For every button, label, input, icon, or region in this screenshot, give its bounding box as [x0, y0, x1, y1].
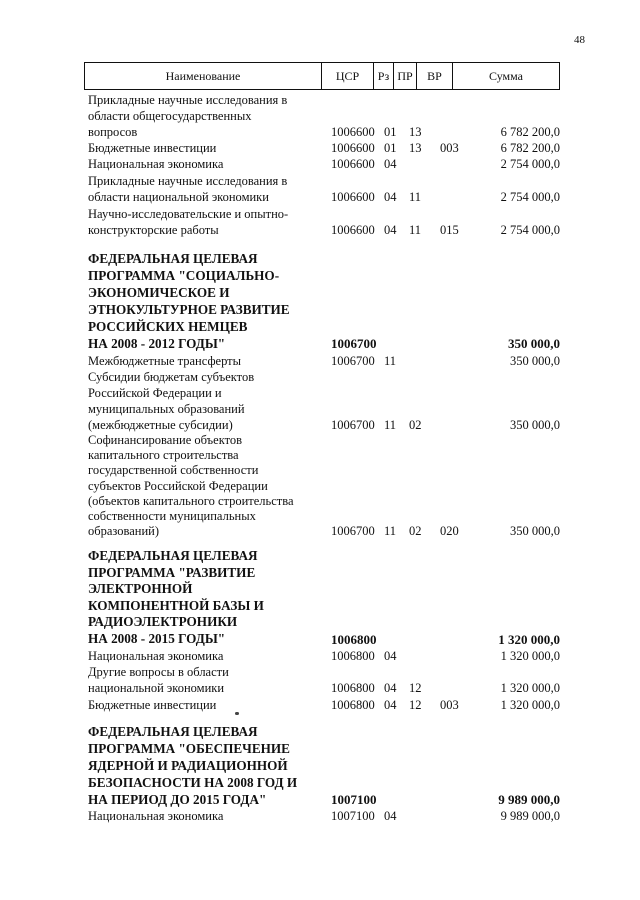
- row-name: Другие вопросы в области национальной экономики: [88, 665, 229, 695]
- row-vr: 015: [440, 223, 459, 237]
- table-header: [84, 62, 560, 90]
- row-name: Научно-исследовательские и опытно- конструкторские работы: [88, 207, 289, 237]
- row-sum: 1 320 000,0: [500, 681, 560, 695]
- header-sum: Сумма: [489, 68, 523, 83]
- table-row: [88, 206, 560, 238]
- row-name: Национальная экономика: [88, 809, 224, 823]
- row-rz: 04: [384, 223, 397, 237]
- program-title: ФЕДЕРАЛЬНАЯ ЦЕЛЕВАЯ ПРОГРАММА "СОЦИАЛЬНО- ЭКОНОМИЧЕСКОЕ И ЭТНОКУЛЬТУРНОЕ РАЗВИТИЕ РОССИЙСКИХ НЕМЦЕВ НА 2008 - 2012 ГОДЫ": [88, 251, 290, 351]
- program-title: ФЕДЕРАЛЬНАЯ ЦЕЛЕВАЯ ПРОГРАММА "ОБЕСПЕЧЕНИЕ ЯДЕРНОЙ И РАДИАЦИОННОЙ БЕЗОПАСНОСТИ НА 2008 ГОД И НА ПЕРИОД ДО 2015 ГОДА": [88, 724, 298, 807]
- row-rz: 11: [384, 354, 397, 368]
- row-csr: 1006600: [331, 223, 375, 237]
- row-sum: 9 989 000,0: [500, 809, 560, 823]
- row-sum: 9 989 000,0: [498, 792, 560, 807]
- row-pr: 11: [409, 190, 422, 204]
- program-row: [88, 250, 560, 352]
- row-sum: 1 320 000,0: [500, 698, 560, 712]
- table-row: [88, 433, 560, 539]
- table-row: [88, 156, 560, 172]
- row-name: Софинансирование объектов капитального строительства государственной собственности субъектов Российской Федерации (объектов капитального строительства собственности муниципальных образований): [88, 433, 294, 539]
- table-row: [88, 173, 560, 205]
- row-pr: 02: [409, 524, 422, 538]
- row-csr: 1006800: [331, 649, 375, 663]
- row-csr: 1006700: [331, 336, 377, 351]
- row-rz: 01: [384, 141, 397, 155]
- row-sum: 1 320 000,0: [500, 649, 560, 663]
- header-csr: ЦСР: [322, 63, 374, 89]
- table-row: [88, 648, 560, 664]
- scan-mark: [235, 712, 239, 715]
- row-csr: 1007100: [331, 792, 377, 807]
- program-row: [88, 723, 560, 808]
- row-rz: 04: [384, 681, 397, 695]
- row-rz: 04: [384, 190, 397, 204]
- header-name: Наименование: [85, 63, 322, 89]
- row-vr: 020: [440, 524, 459, 538]
- row-name: Национальная экономика: [88, 157, 224, 171]
- table-row: [88, 808, 560, 824]
- row-name: Прикладные научные исследования в области национальной экономики: [88, 174, 288, 204]
- row-rz: 04: [384, 157, 397, 171]
- row-pr: 02: [409, 418, 422, 432]
- row-rz: 04: [384, 809, 397, 823]
- table-row: [88, 353, 560, 369]
- row-sum: 350 000,0: [510, 524, 560, 538]
- table-row: [88, 92, 560, 140]
- row-csr: 1006800: [331, 632, 377, 647]
- header-pr: ПР: [394, 63, 417, 89]
- row-name: Прикладные научные исследования в области общегосударственных вопросов: [88, 93, 288, 139]
- row-rz: 11: [384, 524, 397, 538]
- page-number: 48: [574, 34, 585, 46]
- row-csr: 1006800: [331, 681, 375, 695]
- row-sum: 2 754 000,0: [500, 223, 560, 237]
- row-csr: 1007100: [331, 809, 375, 823]
- row-sum: 1 320 000,0: [498, 632, 560, 647]
- row-pr: 13: [409, 125, 422, 139]
- row-pr: 11: [409, 223, 422, 237]
- row-pr: 12: [409, 681, 422, 695]
- row-name: Межбюджетные трансферты: [88, 354, 242, 368]
- row-csr: 1006600: [331, 125, 375, 139]
- row-name: Бюджетные инвестиции: [88, 698, 217, 712]
- header-vr: ВР: [417, 63, 453, 89]
- row-sum: 6 782 200,0: [500, 125, 560, 139]
- row-csr: 1006700: [331, 524, 375, 538]
- row-rz: 04: [384, 649, 397, 663]
- program-title: ФЕДЕРАЛЬНАЯ ЦЕЛЕВАЯ ПРОГРАММА "РАЗВИТИЕ ЭЛЕКТРОННОЙ КОМПОНЕНТНОЙ БАЗЫ И РАДИОЭЛЕКТРОНИКИ НА 2008 - 2015 ГОДЫ": [88, 548, 264, 646]
- row-name: Национальная экономика: [88, 649, 224, 663]
- row-csr: 1006800: [331, 698, 375, 712]
- header-rz: Рз: [374, 63, 394, 89]
- row-sum: 350 000,0: [510, 354, 560, 368]
- row-csr: 1006600: [331, 141, 375, 155]
- table-row: [88, 140, 560, 156]
- row-name: Субсидии бюджетам субъектов Российской Федерации и муниципальных образований (межбюджетные субсидии): [88, 370, 255, 432]
- table-row: [88, 697, 560, 713]
- table-row: [88, 664, 560, 696]
- row-pr: 12: [409, 698, 422, 712]
- row-rz: 01: [384, 125, 397, 139]
- row-vr: 003: [440, 141, 459, 155]
- row-sum: 350 000,0: [510, 418, 560, 432]
- row-csr: 1006600: [331, 190, 375, 204]
- row-sum: 2 754 000,0: [500, 157, 560, 171]
- row-sum: 2 754 000,0: [500, 190, 560, 204]
- row-csr: 1006700: [331, 418, 375, 432]
- row-rz: 11: [384, 418, 397, 432]
- table-row: [88, 369, 560, 433]
- row-csr: 1006700: [331, 354, 375, 368]
- row-pr: 13: [409, 141, 422, 155]
- row-sum: 350 000,0: [508, 336, 560, 351]
- row-sum: 6 782 200,0: [500, 141, 560, 155]
- row-vr: 003: [440, 698, 459, 712]
- row-csr: 1006600: [331, 157, 375, 171]
- row-rz: 04: [384, 698, 397, 712]
- program-row: [88, 548, 560, 648]
- row-name: Бюджетные инвестиции: [88, 141, 217, 155]
